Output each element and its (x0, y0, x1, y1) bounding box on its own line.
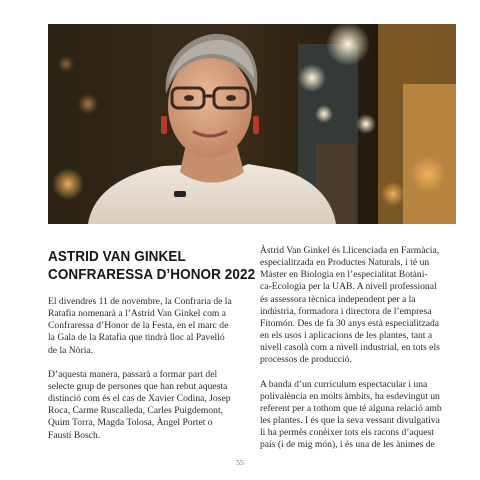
text-line: D’aquesta manera, passarà a formar part del (48, 368, 218, 380)
text-line: Àstrid Van Ginkel és Llicenciada en Farmàcia, (260, 245, 440, 256)
headline-line-1: ASTRID VAN GINKEL (48, 248, 186, 265)
text-line: A banda d’un currículum espectacular i una (260, 378, 428, 390)
text-line: Quim Torra, Magda Tolosa, Àngel Portet o (48, 417, 213, 429)
text-line: és assessora tècnica independent per a la (260, 293, 416, 305)
text-line: selecte grup de persones que han rebut aquesta (48, 380, 228, 392)
text-line: en els usos i aplicacions de les plantes, tant a (260, 330, 433, 342)
text-line: ca-Ecologia per la UAB. A nivell professional (260, 281, 437, 293)
text-line: processos de producció. (260, 354, 352, 366)
text-line: El divendres 11 de novembre, la Confraria de la (48, 296, 232, 307)
paragraph-2 (48, 369, 248, 442)
text-line: polivalència en molts àmbits, ha esdevingut un (260, 390, 440, 402)
text-line: Faustí Bosch. (48, 429, 101, 441)
text-line: nivell casolà com a nivell industrial, en tots els (260, 342, 440, 354)
headline-line-2: CONFRARESSA D’HONOR 2022 (48, 266, 256, 283)
left-column (48, 296, 248, 442)
text-line: Fitomón. Des de fa 30 anys està especialitzada (260, 317, 440, 329)
text-line: la Gala de la Ratafia que tindrà lloc al Pavelló (48, 332, 225, 344)
text-line: les plantes. I és que la seva vessant divulgativa (260, 415, 440, 427)
text-line: Roca, Carme Ruscalleda, Carles Puigdemont, (48, 405, 224, 417)
portrait-illustration (48, 24, 456, 224)
article-headline (48, 248, 256, 284)
text-line: referent per a tothom que té alguna relació amb (260, 402, 442, 414)
text-line: de la Nòria. (48, 344, 94, 356)
text-line: Confraressa d’Honor de la Festa, en el marc de (48, 320, 229, 332)
text-line: li ha permès conèixer tots els racons d’aquest (260, 427, 434, 439)
text-line: distinció com és el cas de Xavier Codina, Josep (48, 393, 231, 405)
text-line: especialitzada en Productes Naturals, i té un (260, 257, 430, 269)
text-line: Màster en Biologia en l’especialitat Botàni- (260, 269, 428, 281)
portrait-photo (48, 24, 456, 224)
page-number: 55 (236, 458, 244, 467)
paragraph-4 (260, 379, 456, 452)
text-line: país (i de mig món), i és una de les ànimes de (260, 439, 435, 451)
paragraph-3 (260, 245, 456, 367)
paragraph-1 (48, 296, 248, 357)
right-column (260, 245, 456, 452)
text-line: indústria, formadora i directora de l’empresa (260, 305, 432, 317)
text-line: Ratafia nomenarà a l’Astrid Van Ginkel com a (48, 308, 227, 320)
